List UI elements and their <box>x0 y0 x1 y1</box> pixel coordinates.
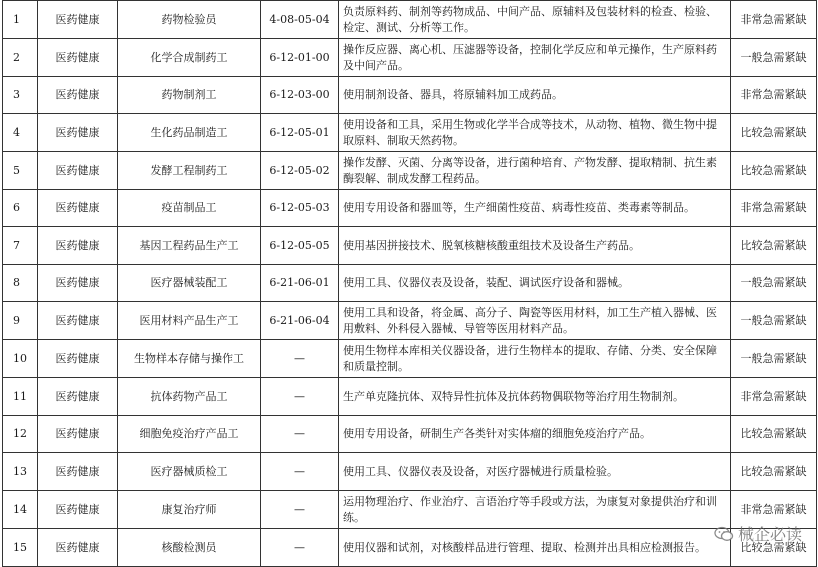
shortage-level-cell: 比较急需紧缺 <box>731 114 817 152</box>
occupation-code-cell: — <box>261 416 339 453</box>
shortage-level-cell: 一般急需紧缺 <box>731 265 817 302</box>
table-row <box>3 77 817 114</box>
job-title-cell: 核酸检测员 <box>118 529 261 567</box>
shortage-level-cell: 非常急需紧缺 <box>731 1 817 39</box>
description-cell: 使用设备和工具，采用生物或化学半合成等技术，从动物、植物、微生物中提取原料、制取天然药物。 <box>339 114 731 152</box>
table-row <box>3 1 817 39</box>
job-title-cell: 医疗器械装配工 <box>118 265 261 302</box>
description-cell: 使用基因拼接技术、脱氧核糖核酸重组技术及设备生产药品。 <box>339 227 731 265</box>
description-cell: 使用专用设备，研制生产各类针对实体瘤的细胞免疫治疗产品。 <box>339 416 731 453</box>
industry-cell: 医药健康 <box>38 190 118 227</box>
row-number: 6 <box>3 190 38 227</box>
industry-cell: 医药健康 <box>38 227 118 265</box>
description-cell: 负责原料药、制剂等药物成品、中间产品、原辅料及包装材料的检查、检验、检定、测试、分析等工作。 <box>339 1 731 39</box>
shortage-level-cell: 非常急需紧缺 <box>731 491 817 529</box>
row-number: 10 <box>3 340 38 378</box>
description-cell: 操作发酵、灭菌、分离等设备，进行菌种培育、产物发酵、提取精制、抗生素酶裂解、制成发酵工程药品。 <box>339 152 731 190</box>
occupation-table <box>2 0 817 567</box>
occupation-code-cell: 4-08-05-04 <box>261 1 339 39</box>
description-cell: 使用仪器和试剂，对核酸样品进行管理、提取、检测并出具相应检测报告。 <box>339 529 731 567</box>
description-cell: 使用工具、仪器仪表及设备，装配、调试医疗设备和器械。 <box>339 265 731 302</box>
shortage-level-cell: 一般急需紧缺 <box>731 39 817 77</box>
industry-cell: 医药健康 <box>38 453 118 491</box>
table-row <box>3 378 817 416</box>
row-number: 12 <box>3 416 38 453</box>
description-cell: 使用专用设备和器皿等，生产细菌性疫苗、病毒性疫苗、类毒素等制品。 <box>339 190 731 227</box>
occupation-code-cell: — <box>261 491 339 529</box>
description-cell: 生产单克隆抗体、双特异性抗体及抗体药物偶联物等治疗用生物制剂。 <box>339 378 731 416</box>
row-number: 3 <box>3 77 38 114</box>
job-title-cell: 发酵工程制药工 <box>118 152 261 190</box>
shortage-level-cell: 一般急需紧缺 <box>731 340 817 378</box>
occupation-code-cell: — <box>261 453 339 491</box>
row-number: 11 <box>3 378 38 416</box>
industry-cell: 医药健康 <box>38 378 118 416</box>
industry-cell: 医药健康 <box>38 39 118 77</box>
description-cell: 运用物理治疗、作业治疗、言语治疗等手段或方法，为康复对象提供治疗和训练。 <box>339 491 731 529</box>
description-cell: 使用制剂设备、器具，将原辅料加工成药品。 <box>339 77 731 114</box>
row-number: 4 <box>3 114 38 152</box>
job-title-cell: 基因工程药品生产工 <box>118 227 261 265</box>
occupation-code-cell: 6-12-03-00 <box>261 77 339 114</box>
occupation-code-cell: — <box>261 378 339 416</box>
industry-cell: 医药健康 <box>38 529 118 567</box>
table-row <box>3 302 817 340</box>
industry-cell: 医药健康 <box>38 1 118 39</box>
shortage-level-cell: 一般急需紧缺 <box>731 302 817 340</box>
industry-cell: 医药健康 <box>38 340 118 378</box>
description-cell: 操作反应器、离心机、压滤器等设备，控制化学反应和单元操作，生产原料药及中间产品。 <box>339 39 731 77</box>
job-title-cell: 生化药品制造工 <box>118 114 261 152</box>
table-row <box>3 39 817 77</box>
row-number: 1 <box>3 1 38 39</box>
job-title-cell: 医用材料产品生产工 <box>118 302 261 340</box>
table-row <box>3 114 817 152</box>
row-number: 13 <box>3 453 38 491</box>
industry-cell: 医药健康 <box>38 416 118 453</box>
table-row <box>3 491 817 529</box>
occupation-code-cell: 6-21-06-01 <box>261 265 339 302</box>
table-row <box>3 190 817 227</box>
industry-cell: 医药健康 <box>38 265 118 302</box>
row-number: 7 <box>3 227 38 265</box>
row-number: 2 <box>3 39 38 77</box>
job-title-cell: 生物样本存储与操作工 <box>118 340 261 378</box>
job-title-cell: 疫苗制品工 <box>118 190 261 227</box>
job-title-cell: 化学合成制药工 <box>118 39 261 77</box>
job-title-cell: 药物检验员 <box>118 1 261 39</box>
industry-cell: 医药健康 <box>38 491 118 529</box>
description-cell: 使用工具和设备，将金属、高分子、陶瓷等医用材料，加工生产植入器械、医用敷料、外科侵入器械、导管等医用材料产品。 <box>339 302 731 340</box>
row-number: 14 <box>3 491 38 529</box>
table-row <box>3 265 817 302</box>
shortage-level-cell: 非常急需紧缺 <box>731 77 817 114</box>
shortage-level-cell: 非常急需紧缺 <box>731 378 817 416</box>
wechat-icon <box>714 526 734 542</box>
description-cell: 使用工具、仪器仪表及设备，对医疗器械进行质量检验。 <box>339 453 731 491</box>
shortage-level-cell: 比较急需紧缺 <box>731 453 817 491</box>
table-row <box>3 340 817 378</box>
row-number: 9 <box>3 302 38 340</box>
shortage-level-cell: 比较急需紧缺 <box>731 416 817 453</box>
job-title-cell: 抗体药物产品工 <box>118 378 261 416</box>
industry-cell: 医药健康 <box>38 77 118 114</box>
shortage-level-cell: 比较急需紧缺 <box>731 227 817 265</box>
shortage-level-cell: 比较急需紧缺 <box>731 529 817 567</box>
watermark-text: 械企必读 <box>737 525 802 544</box>
table-row <box>3 416 817 453</box>
occupation-code-cell: — <box>261 340 339 378</box>
table-row <box>3 529 817 567</box>
occupation-code-cell: 6-12-05-03 <box>261 190 339 227</box>
watermark <box>714 522 802 545</box>
occupation-code-cell: 6-12-01-00 <box>261 39 339 77</box>
table-row <box>3 453 817 491</box>
row-number: 8 <box>3 265 38 302</box>
table-row <box>3 152 817 190</box>
job-title-cell: 细胞免疫治疗产品工 <box>118 416 261 453</box>
row-number: 15 <box>3 529 38 567</box>
occupation-code-cell: 6-12-05-05 <box>261 227 339 265</box>
industry-cell: 医药健康 <box>38 302 118 340</box>
shortage-level-cell: 非常急需紧缺 <box>731 190 817 227</box>
job-title-cell: 医疗器械质检工 <box>118 453 261 491</box>
occupation-code-cell: — <box>261 529 339 567</box>
job-title-cell: 康复治疗师 <box>118 491 261 529</box>
job-title-cell: 药物制剂工 <box>118 77 261 114</box>
description-cell: 使用生物样本库相关仪器设备，进行生物样本的提取、存储、分类、安全保障和质量控制。 <box>339 340 731 378</box>
row-number: 5 <box>3 152 38 190</box>
shortage-level-cell: 比较急需紧缺 <box>731 152 817 190</box>
occupation-code-cell: 6-12-05-02 <box>261 152 339 190</box>
industry-cell: 医药健康 <box>38 152 118 190</box>
occupation-code-cell: 6-21-06-04 <box>261 302 339 340</box>
industry-cell: 医药健康 <box>38 114 118 152</box>
occupation-code-cell: 6-12-05-01 <box>261 114 339 152</box>
table-row <box>3 227 817 265</box>
